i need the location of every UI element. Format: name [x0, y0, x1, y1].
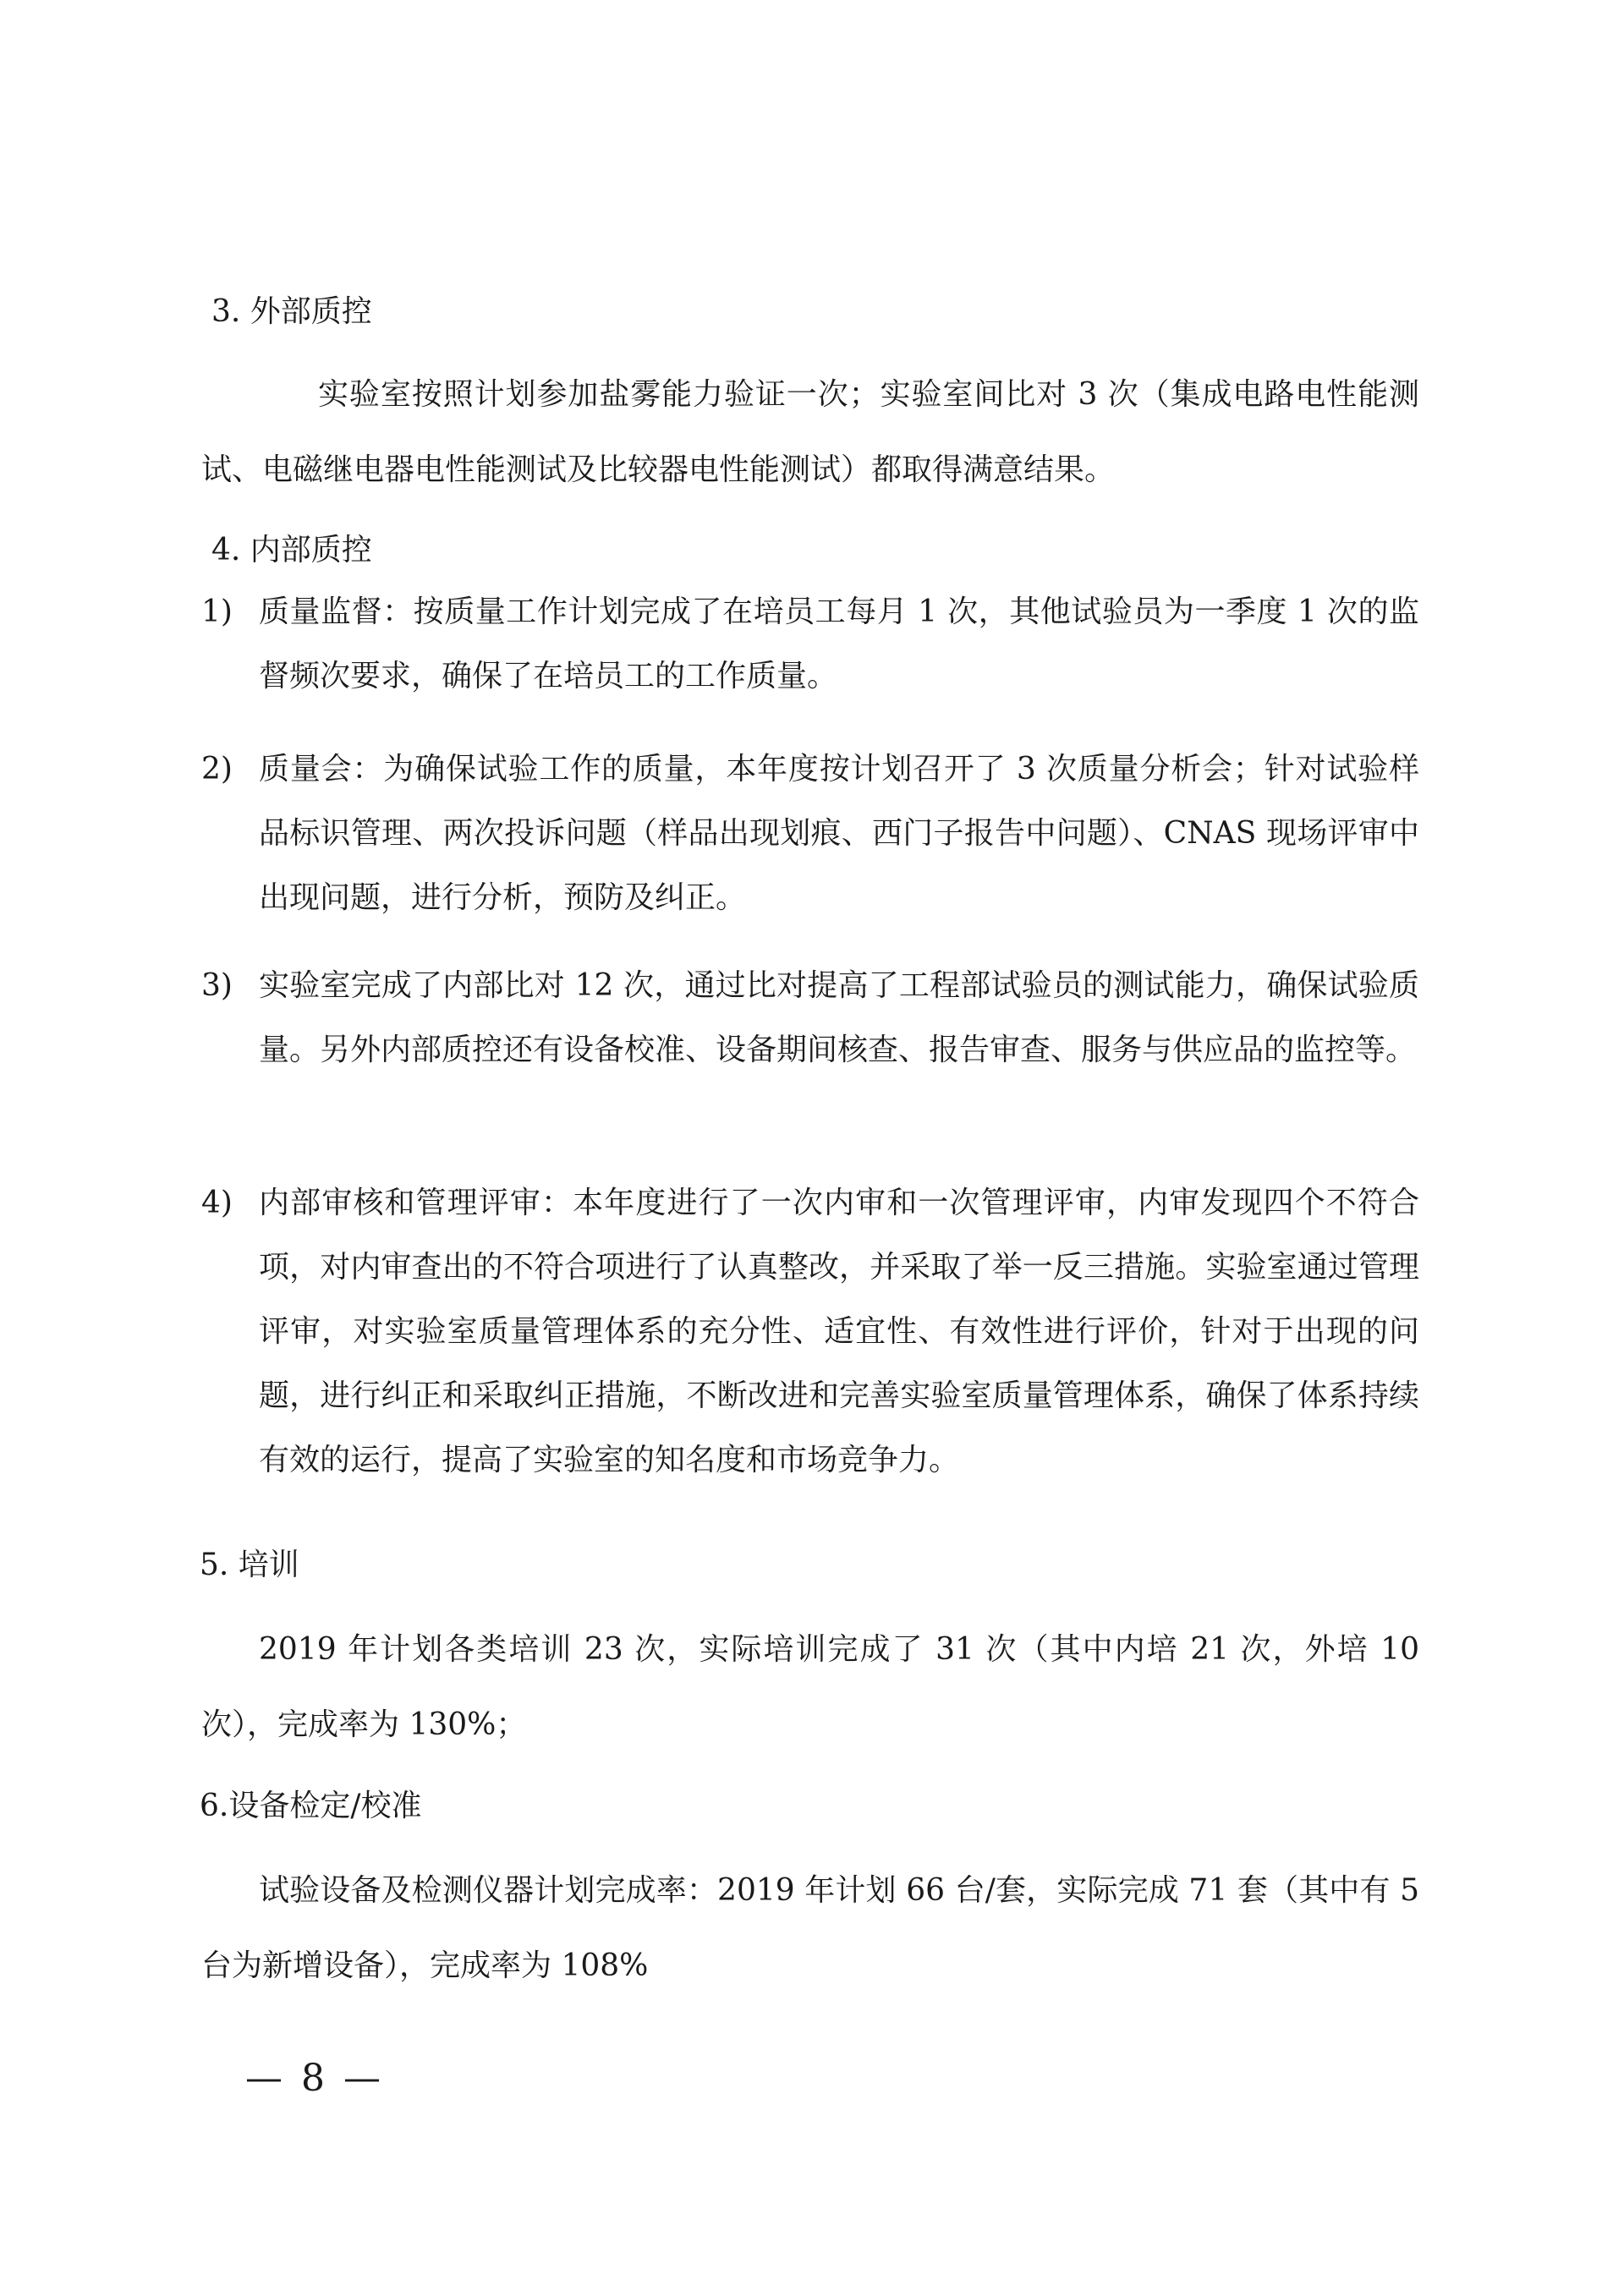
list-item-text: 实验室完成了内部比对 12 次，通过比对提高了工程部试验员的测试能力，确保试验质量。另外内部质控还有设备校准、设备期间核查、报告审查、服务与供应品的监控等。 [259, 968, 1419, 1067]
list-item [201, 1171, 1419, 1493]
list-item [201, 737, 1419, 930]
paragraph-external-qc: 实验室按照计划参加盐雾能力验证一次；实验室间比对 3 次（集成电路电性能测试、电磁继电器电性能测试及比较器电性能测试）都取得满意结果。 [201, 377, 1419, 487]
list-item-number: 3) [201, 968, 233, 1003]
list-item [201, 954, 1419, 1082]
section-heading-internal-qc: 4. 内部质控 [211, 533, 372, 567]
paragraph-training: 2019 年计划各类培训 23 次，实际培训完成了 31 次（其中内培 21 次，外培 10 次），完成率为 130%； [201, 1632, 1419, 1742]
paragraph-calibration: 试验设备及检测仪器计划完成率：2019 年计划 66 台/套，实际完成 71 套（其中有 5 台为新增设备），完成率为 108% [201, 1873, 1419, 1983]
list-item-text: 内部审核和管理评审：本年度进行了一次内审和一次管理评审，内审发现四个不符合项，对内审查出的不符合项进行了认真整改，并采取了举一反三措施。实验室通过管理评审，对实验室质量管理体系的充分性、适宜性、有效性进行评价，针对于出现的问题，进行纠正和采取纠正措施，不断改进和完善实验室质量管理体系，确保了体系持续有效的运行，提高了实验室的知名度和市场竞争力。 [259, 1186, 1419, 1477]
section-heading-calibration: 6.设备检定/校准 [200, 1789, 422, 1823]
list-item-text: 质量会：为确保试验工作的质量，本年度按计划召开了 3 次质量分析会；针对试验样品标识管理、两次投诉问题（样品出现划痕、西门子报告中问题）、CNAS 现场评审中出现问题，进行分析，预防及纠正。 [259, 752, 1419, 915]
list-item-number: 1) [201, 595, 233, 629]
section-heading-training: 5. 培训 [200, 1548, 299, 1582]
section-heading-external-qc: 3. 外部质控 [211, 294, 372, 329]
page-number: — 8 — [245, 2057, 384, 2100]
list-item [201, 580, 1419, 709]
list-item-text: 质量监督：按质量工作计划完成了在培员工每月 1 次，其他试验员为一季度 1 次的监督频次要求，确保了在培员工的工作质量。 [259, 595, 1419, 693]
list-item-number: 4) [201, 1186, 233, 1220]
list-item-number: 2) [201, 752, 233, 786]
